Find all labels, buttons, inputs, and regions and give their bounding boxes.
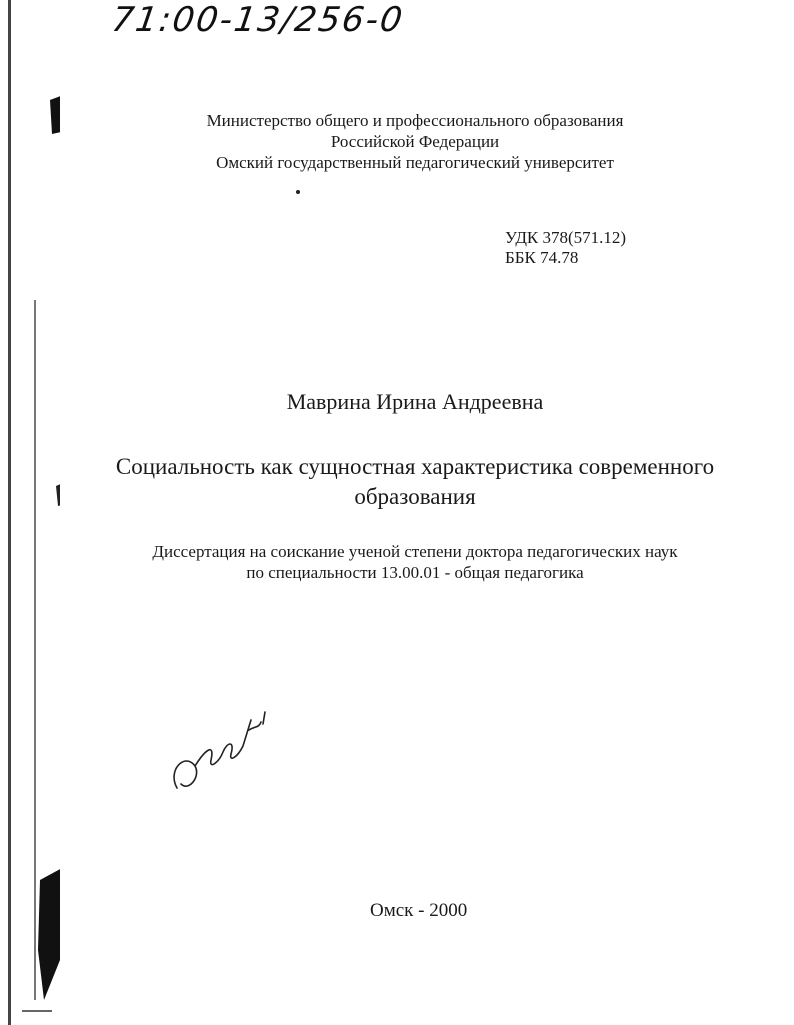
handwritten-signature	[165, 700, 275, 800]
subtitle-line-1: Диссертация на соискание ученой степени доктора педагогических наук	[152, 542, 678, 561]
dissertation-subtitle	[0, 541, 794, 583]
scan-speck	[296, 190, 300, 194]
udc-code: УДК 378(571.12)	[505, 228, 627, 247]
federation-line: Российской Федерации	[330, 132, 500, 151]
university-line: Омский государственный педагогический университет	[216, 153, 614, 172]
institution-header	[0, 110, 794, 173]
title-line-2: образования	[354, 484, 476, 509]
city-year: Омск - 2000	[370, 900, 468, 921]
dissertation-title	[0, 452, 794, 512]
subtitle-line-2: по специальности 13.00.01 - общая педагогика	[246, 563, 584, 582]
bbk-code: ББК 74.78	[505, 248, 579, 267]
classification-codes	[505, 228, 626, 268]
ministry-line: Министерство общего и профессионального образования	[206, 111, 624, 130]
title-line-1: Социальность как сущностная характеристика современного	[115, 454, 715, 479]
registry-number: 71:00-13/256-0	[109, 0, 407, 40]
author-name: Маврина Ирина Андреевна	[286, 389, 544, 414]
